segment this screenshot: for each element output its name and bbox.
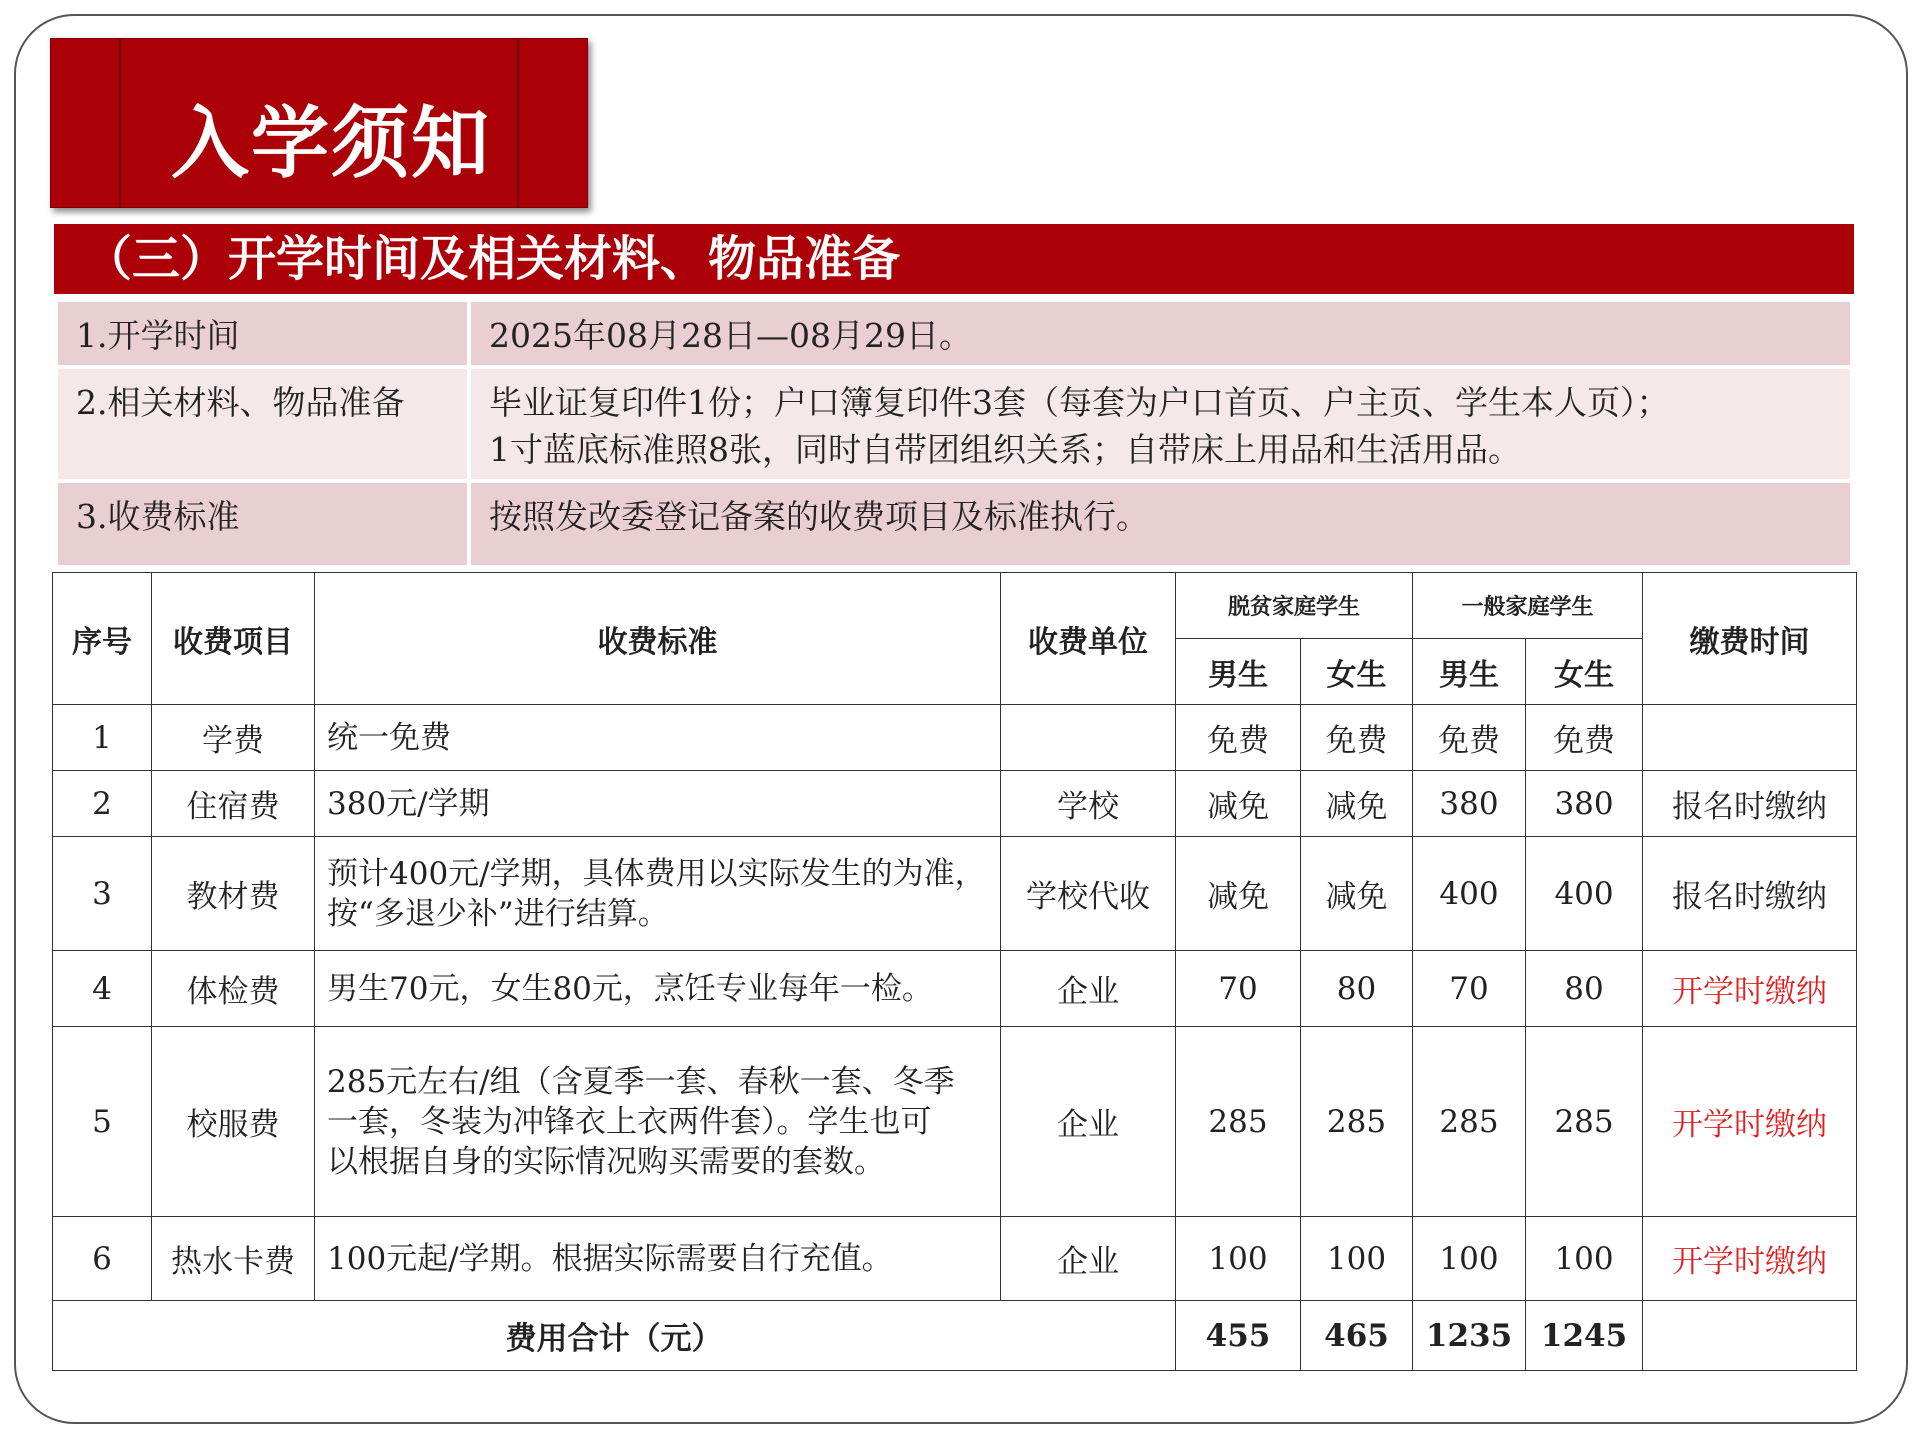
standard-line: 男生70元，女生80元，烹饪专业每年一检。: [327, 970, 933, 1007]
title-banner: [50, 38, 588, 208]
cell-pay-time: 报名时缴纳: [1643, 837, 1857, 951]
cell-poor-male: 减免: [1176, 837, 1301, 951]
standard-line: 380元/学期: [327, 785, 490, 822]
info-value: [469, 481, 1852, 567]
cell-item: 教材费: [152, 837, 315, 951]
header-pay-time: 缴费时间: [1643, 573, 1857, 705]
cell-no: 6: [53, 1217, 152, 1301]
cell-pay-time: [1643, 705, 1857, 771]
cell-poor-male: 减免: [1176, 771, 1301, 837]
header-group-poor: 脱贫家庭学生: [1176, 573, 1413, 639]
cell-no: 5: [53, 1027, 152, 1217]
page-title: 入学须知: [171, 99, 492, 189]
title-divider-left: [119, 39, 121, 207]
cell-standard: [315, 1217, 1001, 1301]
cell-poor-male: 免费: [1176, 705, 1301, 771]
total-general-female: 1245: [1526, 1301, 1643, 1371]
cell-poor-male: 70: [1176, 951, 1301, 1027]
cell-standard: [315, 705, 1001, 771]
standard-line: 预计400元/学期，具体费用以实际发生的为准，: [327, 855, 986, 892]
cell-poor-female: 100: [1301, 1217, 1413, 1301]
header-male: 男生: [1413, 639, 1526, 705]
cell-general-female: 80: [1526, 951, 1643, 1027]
cell-no: 1: [53, 705, 152, 771]
cell-pay-time: 开学时缴纳: [1643, 1027, 1857, 1217]
cell-general-male: 380: [1413, 771, 1526, 837]
cell-poor-female: 80: [1301, 951, 1413, 1027]
cell-no: 3: [53, 837, 152, 951]
table-row: [53, 771, 1857, 837]
info-line: 2025年08月28日—08月29日。: [489, 316, 972, 355]
info-line: 按照发改委登记备案的收费项目及标准执行。: [489, 497, 1149, 536]
cell-general-female: 400: [1526, 837, 1643, 951]
cell-item: 学费: [152, 705, 315, 771]
table-row: [53, 705, 1857, 771]
cell-general-male: 70: [1413, 951, 1526, 1027]
header-item: 收费项目: [152, 573, 315, 705]
cell-poor-female: 减免: [1301, 837, 1413, 951]
header-unit: 收费单位: [1001, 573, 1176, 705]
table-row: [53, 837, 1857, 951]
standard-line: 一套，冬装为冲锋衣上衣两件套）。学生也可: [327, 1103, 932, 1140]
standard-line: 100元起/学期。根据实际需要自行充值。: [327, 1240, 893, 1277]
cell-unit: 企业: [1001, 1217, 1176, 1301]
header-standard: 收费标准: [315, 573, 1001, 705]
table-row: [53, 1217, 1857, 1301]
cell-general-male: 400: [1413, 837, 1526, 951]
header-row: [53, 573, 1857, 639]
cell-unit: 学校: [1001, 771, 1176, 837]
total-general-male: 1235: [1413, 1301, 1526, 1371]
cell-general-female: 100: [1526, 1217, 1643, 1301]
cell-pay-time: 报名时缴纳: [1643, 771, 1857, 837]
cell-poor-female: 免费: [1301, 705, 1413, 771]
cell-item: 校服费: [152, 1027, 315, 1217]
cell-unit: 企业: [1001, 1027, 1176, 1217]
cell-standard: [315, 837, 1001, 951]
cell-item: 热水卡费: [152, 1217, 315, 1301]
header-female: 女生: [1301, 639, 1413, 705]
total-poor-female: 465: [1301, 1301, 1413, 1371]
header-group-general: 一般家庭学生: [1413, 573, 1643, 639]
cell-general-male: 285: [1413, 1027, 1526, 1217]
standard-line: 以根据自身的实际情况购买需要的套数。: [327, 1143, 885, 1180]
cell-unit: 企业: [1001, 951, 1176, 1027]
fee-table: [52, 572, 1857, 1371]
cell-general-female: 免费: [1526, 705, 1643, 771]
header-male: 男生: [1176, 639, 1301, 705]
cell-general-female: 380: [1526, 771, 1643, 837]
cell-poor-female: 减免: [1301, 771, 1413, 837]
table-row: [53, 951, 1857, 1027]
cell-standard: [315, 951, 1001, 1027]
info-value: [469, 300, 1852, 367]
total-poor-male: 455: [1176, 1301, 1301, 1371]
cell-pay-time: 开学时缴纳: [1643, 1217, 1857, 1301]
cell-standard: [315, 1027, 1001, 1217]
cell-poor-male: 285: [1176, 1027, 1301, 1217]
cell-no: 2: [53, 771, 152, 837]
cell-unit: [1001, 705, 1176, 771]
header-female: 女生: [1526, 639, 1643, 705]
info-row: [56, 367, 1852, 481]
cell-general-male: 100: [1413, 1217, 1526, 1301]
total-empty: [1643, 1301, 1857, 1371]
total-label: 费用合计（元）: [53, 1301, 1176, 1371]
cell-poor-female: 285: [1301, 1027, 1413, 1217]
table-row: [53, 1027, 1857, 1217]
cell-pay-time: 开学时缴纳: [1643, 951, 1857, 1027]
info-label: 3.收费标准: [56, 481, 469, 567]
header-index: 序号: [53, 573, 152, 705]
standard-line: 统一免费: [327, 719, 451, 756]
info-row: [56, 481, 1852, 567]
cell-general-female: 285: [1526, 1027, 1643, 1217]
standard-line: 285元左右/组（含夏季一套、春秋一套、冬季: [327, 1063, 955, 1100]
standard-line: 按“多退少补”进行结算。: [327, 895, 669, 932]
info-line: 毕业证复印件1份；户口簿复印件3套（每套为户口首页、户主页、学生本人页）；: [489, 383, 1670, 422]
cell-general-male: 免费: [1413, 705, 1526, 771]
info-label: 1.开学时间: [56, 300, 469, 367]
cell-standard: [315, 771, 1001, 837]
info-label: 2.相关材料、物品准备: [56, 367, 469, 481]
info-line: 1寸蓝底标准照8张，同时自带团组织关系；自带床上用品和生活用品。: [489, 430, 1521, 469]
section-header: （三）开学时间及相关材料、物品准备: [54, 224, 1854, 294]
info-row: [56, 300, 1852, 367]
total-row: [53, 1301, 1857, 1371]
cell-no: 4: [53, 951, 152, 1027]
title-divider-right: [517, 39, 519, 207]
cell-poor-male: 100: [1176, 1217, 1301, 1301]
cell-unit: 学校代收: [1001, 837, 1176, 951]
cell-item: 体检费: [152, 951, 315, 1027]
cell-item: 住宿费: [152, 771, 315, 837]
info-table: [54, 298, 1854, 569]
info-value: [469, 367, 1852, 481]
